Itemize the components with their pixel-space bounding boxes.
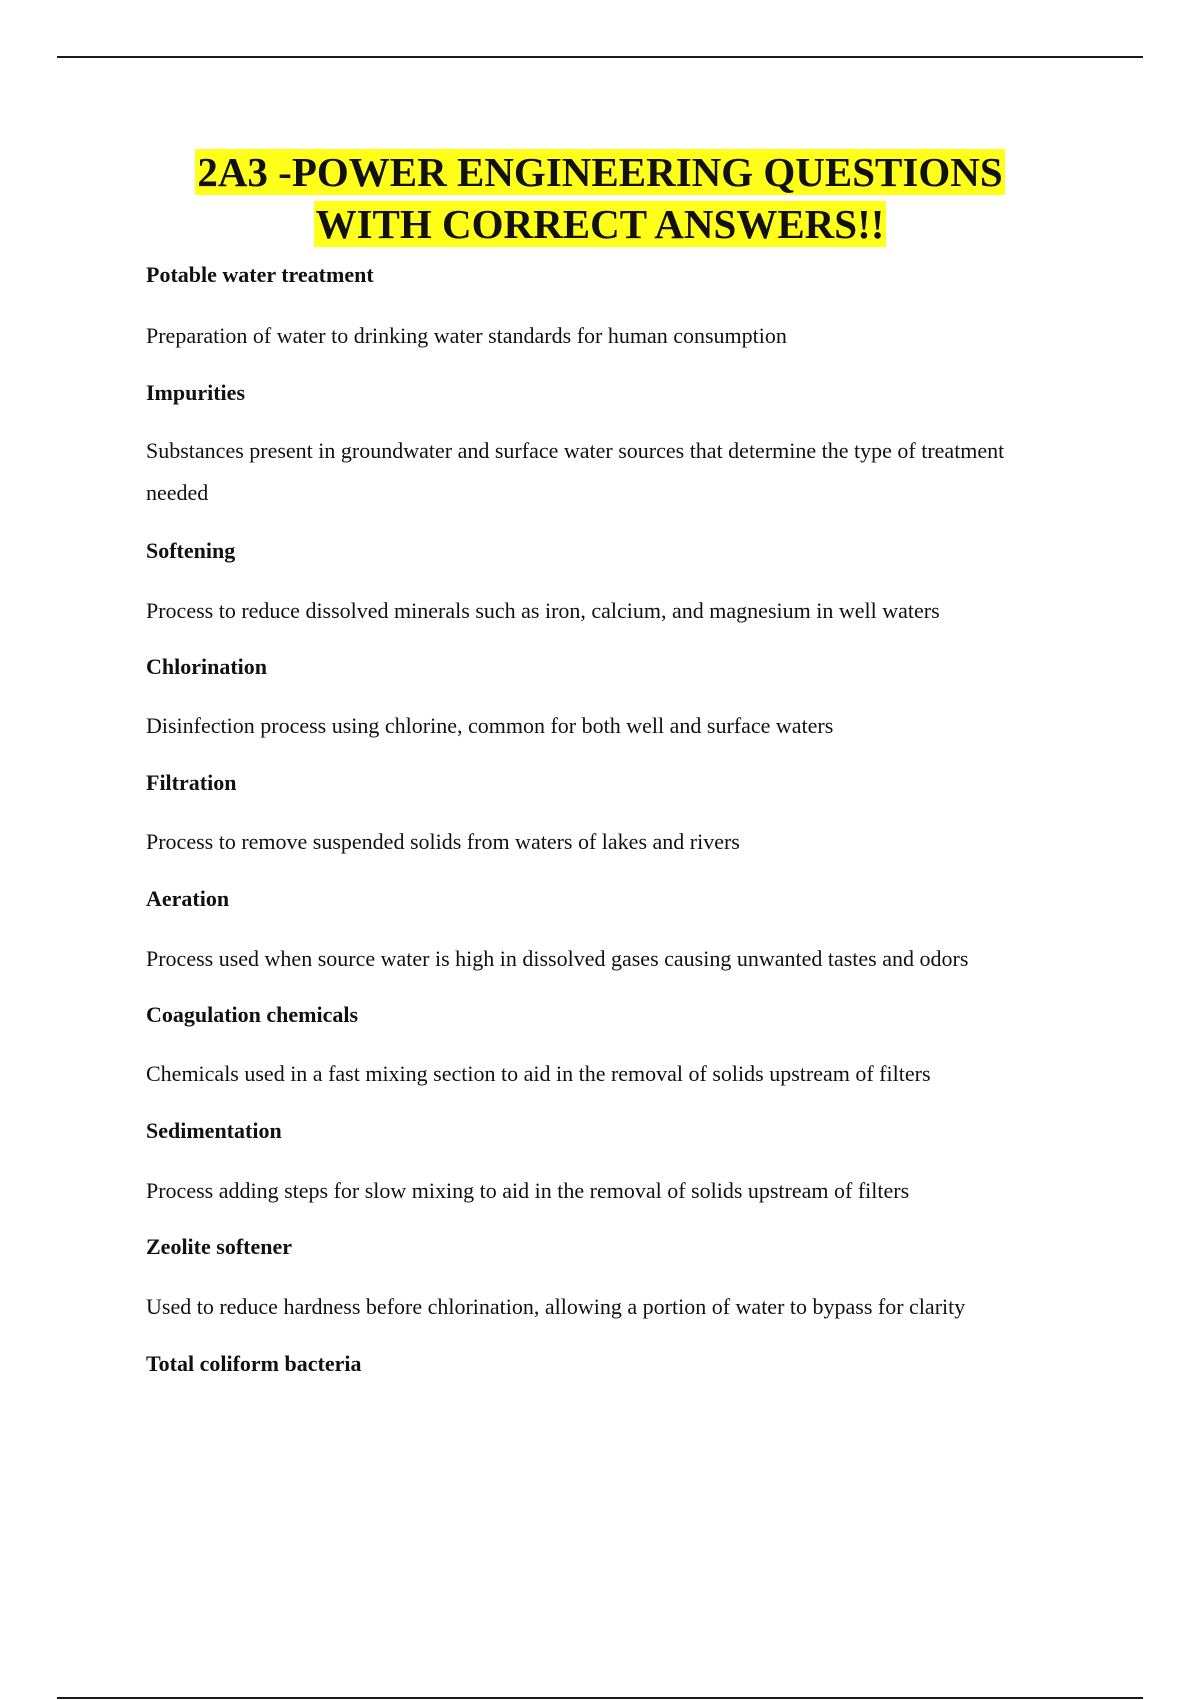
term-zeolite-softener: Zeolite softener — [146, 1234, 292, 1259]
definition-aeration: Process used when source water is high in dissolved gases causing unwanted tastes and odors — [146, 946, 969, 971]
term-total-coliform-bacteria: Total coliform bacteria — [146, 1351, 362, 1376]
term-potable-water-treatment: Potable water treatment — [146, 262, 374, 287]
definition-coagulation-chemicals: Chemicals used in a fast mixing section to aid in the removal of solids upstream of filters — [146, 1061, 931, 1086]
term-filtration: Filtration — [146, 770, 237, 795]
term-aeration: Aeration — [146, 886, 230, 911]
definition-softening: Process to reduce dissolved minerals such as iron, calcium, and magnesium in well waters — [146, 598, 940, 623]
definition-chlorination: Disinfection process using chlorine, common for both well and surface waters — [146, 713, 834, 738]
title-line-1: 2A3 -POWER ENGINEERING QUESTIONS — [197, 149, 1003, 195]
term-softening: Softening — [146, 538, 236, 563]
title-line-2: WITH CORRECT ANSWERS!! — [315, 201, 885, 247]
page-title — [100, 146, 1100, 250]
top-rule — [57, 56, 1143, 58]
definition-zeolite-softener: Used to reduce hardness before chlorination, allowing a portion of water to bypass for clarity — [146, 1294, 966, 1319]
term-impurities: Impurities — [146, 380, 245, 405]
term-chlorination: Chlorination — [146, 654, 268, 679]
definition-potable-water-treatment: Preparation of water to drinking water standards for human consumption — [146, 323, 787, 348]
term-coagulation-chemicals: Coagulation chemicals — [146, 1002, 359, 1027]
definition-sedimentation: Process adding steps for slow mixing to aid in the removal of solids upstream of filters — [146, 1178, 910, 1203]
definition-impurities: Substances present in groundwater and surface water sources that determine the type of treatment needed — [146, 438, 1005, 505]
bottom-rule — [57, 1697, 1143, 1699]
definition-filtration: Process to remove suspended solids from waters of lakes and rivers — [146, 829, 740, 854]
term-sedimentation: Sedimentation — [146, 1118, 282, 1143]
